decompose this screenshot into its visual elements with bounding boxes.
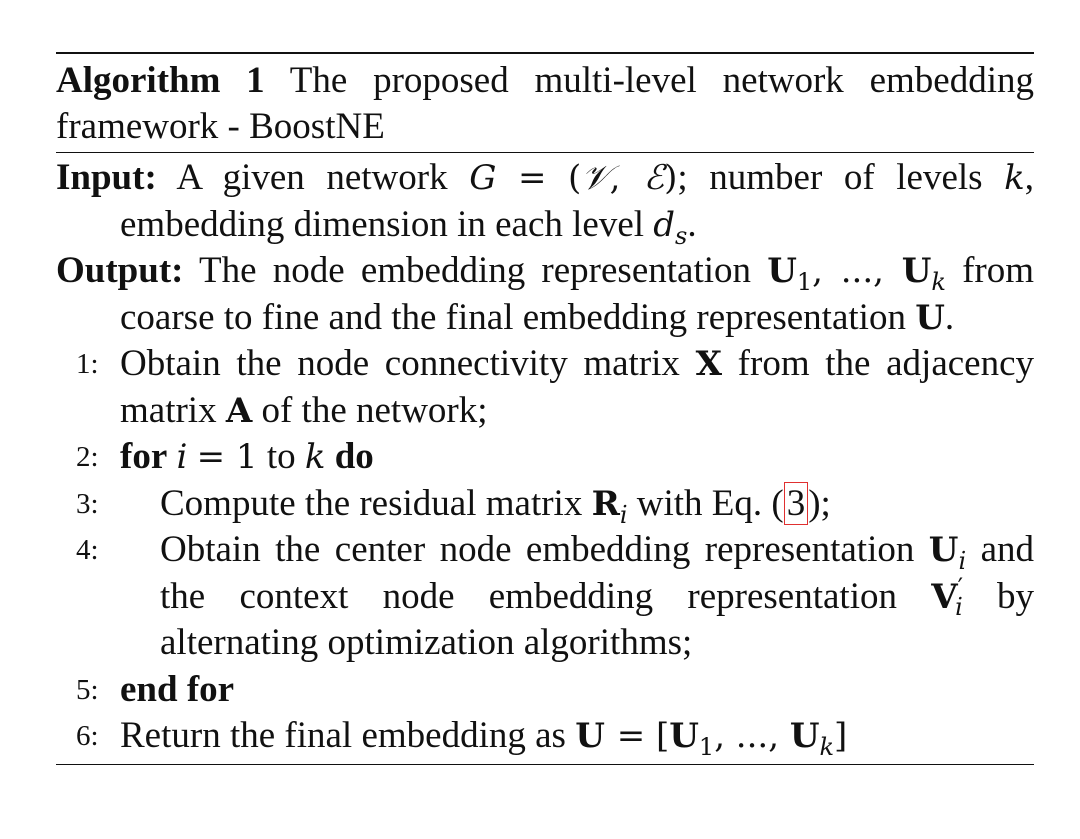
math-Ri: $R_i$ bbox=[591, 483, 628, 529]
output-text-1: The node embedding representation bbox=[199, 250, 752, 291]
step-4-text-2: and the context node embedding representation bbox=[160, 529, 1035, 617]
step-2 bbox=[56, 434, 1034, 481]
step-number: 6: bbox=[76, 720, 99, 752]
step-5 bbox=[56, 667, 1034, 714]
step-number: 2: bbox=[76, 441, 99, 473]
output-line: Output: The node embedding representation $U_1$, ..., $U_k$ from coarse to fine and the final embedding representation U. bbox=[56, 250, 1035, 338]
step-number: 5: bbox=[76, 673, 99, 706]
step-3-text-2: with Eq. ( bbox=[636, 482, 784, 524]
step-3 bbox=[56, 481, 1034, 528]
math-G: G bbox=[469, 158, 497, 198]
step-2-to: to bbox=[266, 436, 296, 477]
step-4-text-1: Obtain the center node embedding representation bbox=[160, 529, 915, 570]
math-Ui: $U_i$ bbox=[928, 530, 967, 575]
step-1 bbox=[56, 341, 1034, 434]
step-1-text-1: Obtain the node connectivity matrix bbox=[120, 343, 680, 384]
math-U-eq-concat: $U = [U_1$, ..., $U_k$] bbox=[575, 716, 848, 761]
output-text-2: from coarse to fine and the final embedding representation bbox=[120, 250, 1035, 338]
math-eq: = bbox=[517, 158, 547, 198]
output-label: Output: bbox=[56, 250, 184, 291]
step-6-text-1: Return the final embedding as bbox=[120, 715, 566, 756]
step-1-text-2: from the adjacency matrix bbox=[120, 343, 1035, 431]
bottom-rule bbox=[56, 764, 1034, 765]
math-V-E: (𝒱, ℰ) bbox=[568, 158, 678, 198]
math-U1-Uk: $U_1$, ..., $U_k$ bbox=[767, 251, 946, 296]
step-6 bbox=[56, 713, 1034, 760]
math-d-s: $d_s$ bbox=[653, 204, 688, 250]
step-number: 4: bbox=[76, 534, 99, 566]
keyword-do: do bbox=[334, 436, 374, 477]
equation-ref-link[interactable]: 3 bbox=[784, 482, 809, 525]
algorithm-caption bbox=[56, 54, 1034, 152]
math-i: i bbox=[176, 437, 188, 477]
input-text-2: ; number of levels bbox=[677, 157, 983, 198]
step-number: 1: bbox=[76, 348, 99, 380]
algorithm-title: The proposed multi-level network embedding framework - BoostNE bbox=[56, 60, 1034, 147]
math-A: A bbox=[225, 390, 253, 431]
step-3-text-3: ); bbox=[808, 482, 831, 524]
step-4 bbox=[56, 527, 1034, 667]
input-line: Input: A given network G = (𝒱, ℰ); number of levels k, embedding dimension in each level $d_s$. bbox=[56, 157, 1035, 250]
algorithm-block bbox=[56, 52, 1034, 765]
input-label: Input: bbox=[56, 157, 157, 198]
step-number: 3: bbox=[76, 487, 99, 520]
algorithm-body bbox=[56, 153, 1034, 764]
math-X: X bbox=[695, 344, 722, 384]
algorithm-label: Algorithm 1 bbox=[56, 60, 265, 101]
input-text-1: A given network bbox=[176, 157, 448, 198]
math-eq-1: = 1 bbox=[196, 437, 258, 477]
input-text-3: , embedding dimension in each level bbox=[120, 157, 1035, 245]
math-k: k bbox=[304, 437, 326, 477]
step-4-text-3: by alternating optimization algorithms; bbox=[160, 575, 1035, 663]
step-1-text-3: of the network; bbox=[261, 389, 488, 431]
keyword-for: for bbox=[120, 436, 168, 477]
keyword-end-for: end for bbox=[120, 668, 235, 710]
math-k: k bbox=[1004, 158, 1025, 198]
math-U: U bbox=[915, 297, 945, 338]
math-Vi-prime: $V'_i$ bbox=[931, 573, 964, 622]
step-3-text-1: Compute the residual matrix bbox=[160, 482, 583, 524]
